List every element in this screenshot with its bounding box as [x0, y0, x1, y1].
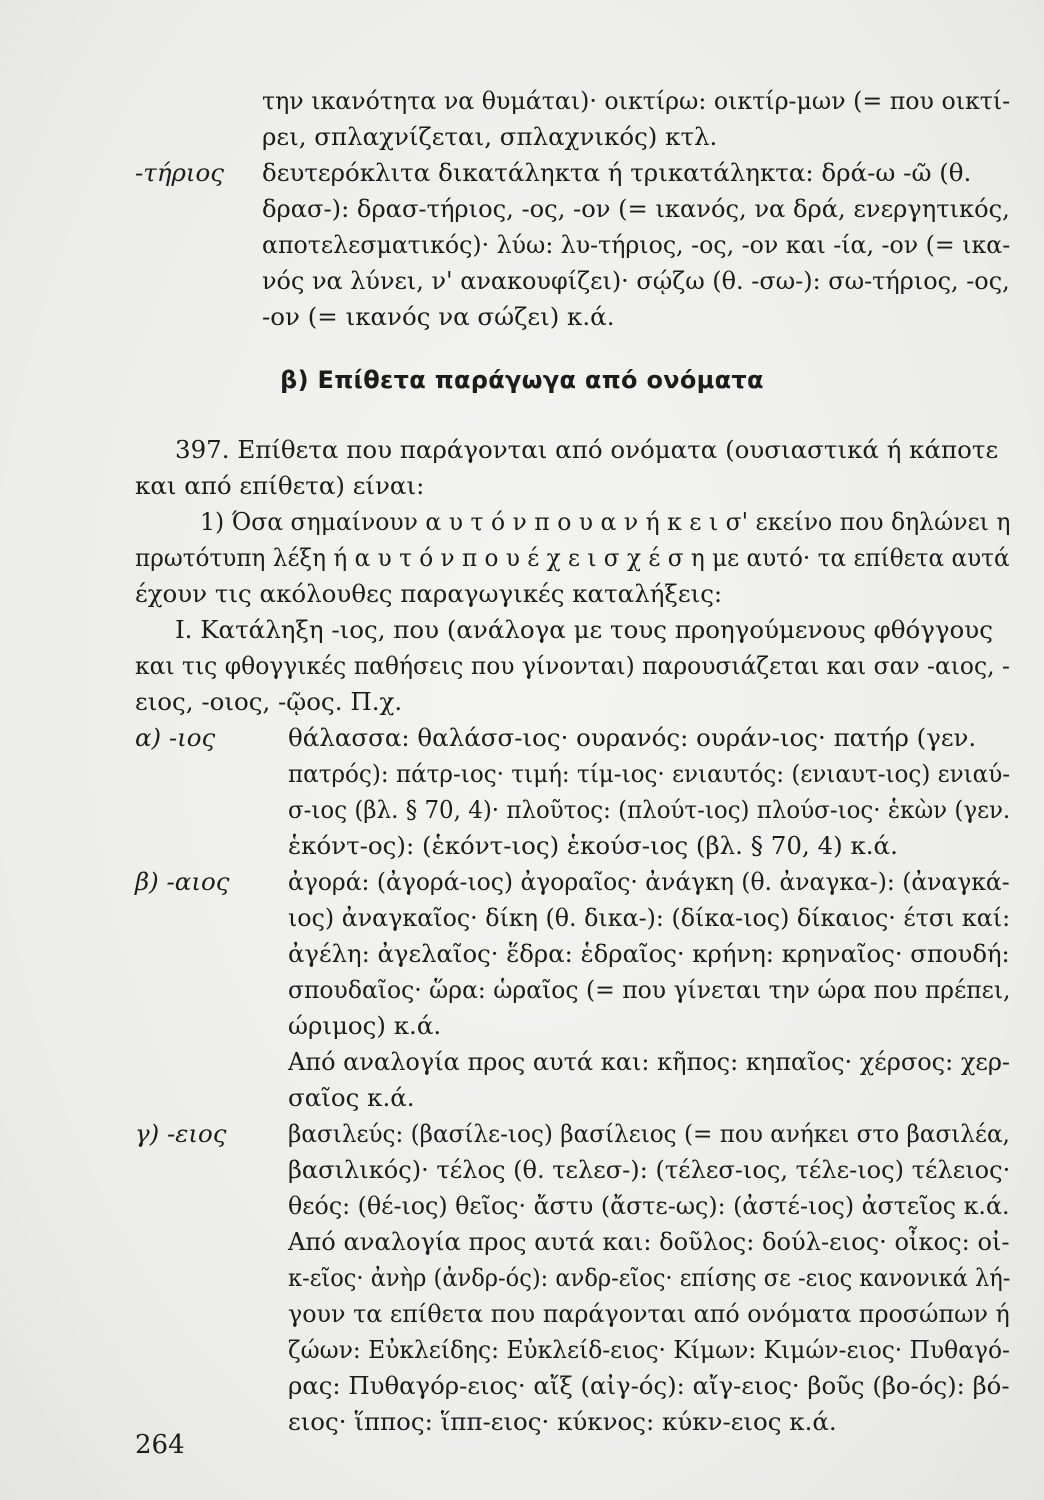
section-heading: β) Επίθετα παράγωγα από ονόματα: [280, 366, 764, 394]
entry-line: ἑκόντ-ος): (ἑκόντ-ιος) ἑκούσ-ιος (βλ. § 70, 4) κ.ά.: [288, 831, 898, 860]
entry-line: κ-εῖος· ἀνὴρ (ἀνδρ-ός): ανδρ-εῖος· επίσης σε -ειος κανονικά λή-: [288, 1263, 1011, 1292]
entry-line: ζώων: Εὐκλείδης: Εὐκλείδ-ειος· Κίμων: Κιμών-ειος· Πυθαγό-: [288, 1335, 1010, 1364]
text-line: αποτελεσματικός)· λύω: λυ-τήριος, -ος, -ον και -ία, -ον (= ικα-: [262, 230, 1011, 259]
page-number: 264: [135, 1430, 185, 1460]
entry-line: Από αναλογία προς αυτά και: δοῦλος: δούλ-ειος· οἶκος: οἰ-: [288, 1227, 1010, 1256]
text-line: νός να λύνει, ν' ανακουφίζει)· σῴζω (θ. -σω-): σω-τήριος, -ος,: [262, 266, 1010, 295]
entry-line: βασιλεύς: (βασίλε-ιος) βασίλειος (= που ανήκει στο βασιλέα,: [288, 1119, 1010, 1148]
text-line: -ον (= ικανός να σώζει) κ.ά.: [262, 302, 615, 331]
suffix-label-b: β) -αιος: [135, 867, 230, 896]
entry-line: Από αναλογία προς αυτά και: κῆπος: κηπαῖος· χέρσος: χερ-: [288, 1047, 1011, 1076]
entry-line: ἀγέλη: ἀγελαῖος· ἕδρα: ἑδραῖος· κρήνη: κρηναῖος· σπουδή:: [288, 939, 1010, 968]
paragraph-line: I. Κατάληξη -ιος, που (ανάλογα με τους προηγούμενους φθόγγους: [175, 615, 993, 644]
paragraph-line: έχουν τις ακόλουθες παραγωγικές καταλήξεις:: [135, 579, 723, 608]
entry-line: ιος) ἀναγκαῖος· δίκη (θ. δικα-): (δίκα-ιος) δίκαιος· έτσι καί:: [288, 903, 1011, 932]
paragraph-line: ειος, -οιος, -ῷος. Π.χ.: [135, 687, 403, 716]
paragraph-line: και από επίθετα) είναι:: [135, 471, 425, 500]
entry-line: ειος· ἵππος: ἵππ-ειος· κύκνος: κύκν-ειος κ.ά.: [288, 1407, 837, 1436]
paragraph-line: και τις φθογγικές παθήσεις που γίνονται) παρουσιάζεται και σαν -αιος, -: [135, 651, 1010, 680]
suffix-label-tirios: -τήριος: [135, 158, 224, 187]
text-line: την ικανότητα να θυμάται)· οικτίρω: οικτίρ-μων (= που οικτί-: [262, 86, 1011, 115]
entry-line: θεός: (θέ-ιος) θεῖος· ἄστυ (ἄστε-ως): (ἀστέ-ιος) ἀστεῖος κ.ά.: [288, 1191, 1010, 1220]
entry-line: σπουδαῖος· ὥρα: ὡραῖος (= που γίνεται την ώρα που πρέπει,: [288, 975, 1011, 1004]
entry-line: ώριμος) κ.ά.: [288, 1011, 442, 1040]
text-line: δευτερόκλιτα δικατάληκτα ή τρικατάληκτα: δρά-ω -ῶ (θ.: [262, 158, 972, 187]
text-line: δρασ-): δρασ-τήριος, -ος, -ον (= ικανός, να δρά, ενεργητικός,: [262, 194, 1010, 223]
paragraph-line: 1) Όσα σημαίνουν α υ τ ό ν π ο υ α ν ή κ ε ι σ' εκείνο που δηλώνει η: [200, 507, 1011, 536]
suffix-label-c: γ) -ειος: [135, 1119, 227, 1148]
entry-line: βασιλικός)· τέλος (θ. τελεσ-): (τέλεσ-ιος, τέλε-ιος) τέλειος·: [288, 1155, 1011, 1184]
entry-line: σαῖος κ.ά.: [288, 1083, 415, 1112]
entry-line: σ-ιος (βλ. § 70, 4)· πλοῦτος: (πλούτ-ιος) πλούσ-ιος· ἑκὼν (γεν.: [288, 795, 1011, 824]
entry-line: γουν τα επίθετα που παράγονται από ονόματα προσώπων ή: [288, 1299, 1010, 1328]
paragraph-line: πρωτότυπη λέξη ή α υ τ ό ν π ο υ έ χ ε ι σ χ έ σ η με αυτό· τα επίθετα αυτά: [135, 543, 1010, 572]
entry-line: πατρός): πάτρ-ιος· τιμή: τίμ-ιος· ενιαυτός: (ενιαυτ-ιος) ενιαύ-: [288, 759, 1011, 788]
entry-line: θάλασσα: θαλάσσ-ιος· ουρανός: ουράν-ιος· πατήρ (γεν.: [288, 723, 977, 752]
text-line: ρει, σπλαχνίζεται, σπλαχνικός) κτλ.: [262, 122, 718, 151]
entry-line: ρας: Πυθαγόρ-ειος· αἴξ (αἰγ-ός): αἴγ-ειος· βοῦς (βο-ός): βό-: [288, 1371, 1010, 1400]
suffix-label-a: α) -ιος: [135, 723, 216, 752]
entry-line: ἀγορά: (ἀγορά-ιος) ἀγοραῖος· ἀνάγκη (θ. ἀναγκα-): (ἀναγκά-: [288, 867, 1010, 896]
paragraph-line: 397. Επίθετα που παράγονται από ονόματα (ουσιαστικά ή κάποτε: [175, 435, 999, 464]
